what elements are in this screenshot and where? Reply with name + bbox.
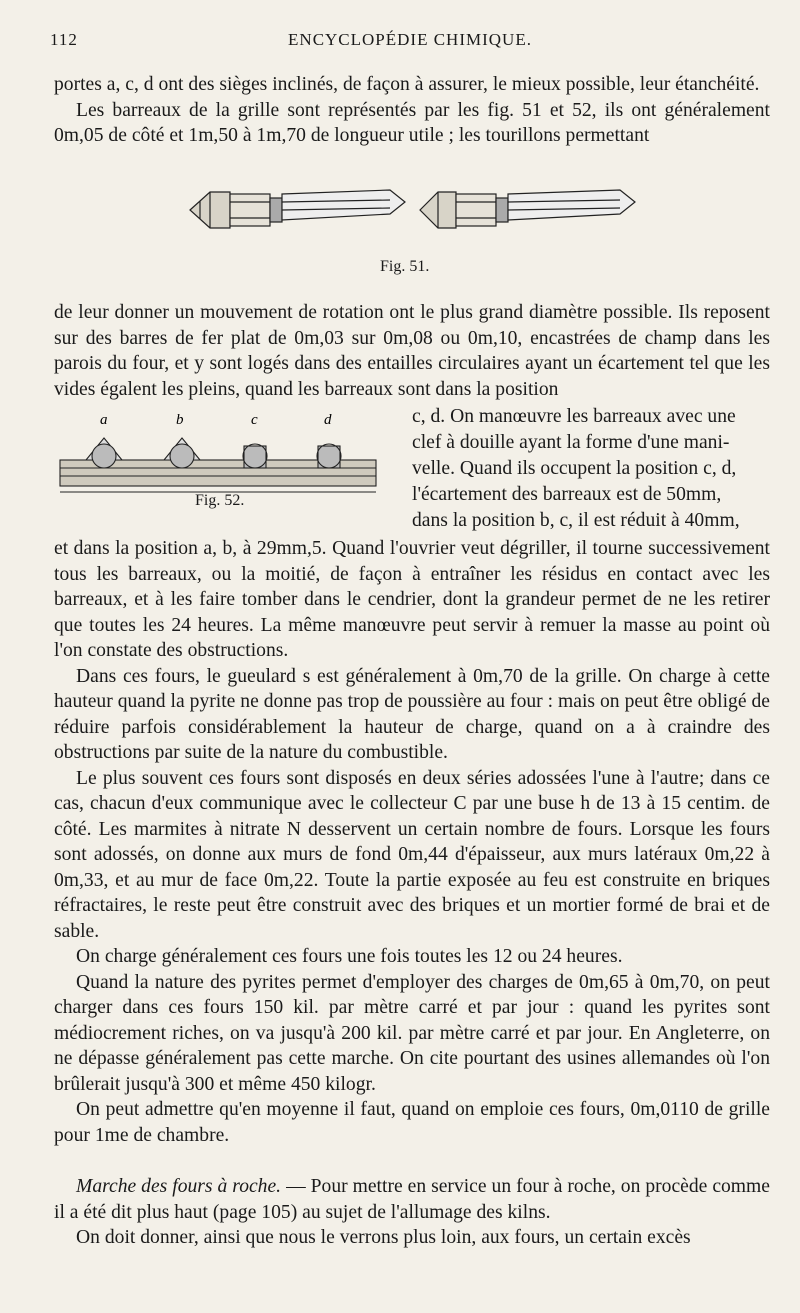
paragraph: Dans ces fours, le gueulard s est généralement à 0m,70 de la grille. On charge à cette hauteur quand la pyrite ne donne pas trop de poussière au four : mais on peut être obligé de réduire parfois considérablement la hauteur de charge, quand on a à craindre des obstructions par suite de la nature du combustible.	[54, 665, 770, 763]
running-header	[50, 30, 770, 58]
paragraph: Le plus souvent ces fours sont disposés en deux séries adossées l'une à l'autre; dans ce cas, chacun d'eux communique avec le collecteur C par une buse h de 13 à 15 centim. de côté. Les marmites à nitrate N desservent un certain nombre de fours. Lorsque les fours sont adossés, on donne aux murs de fond 0m,44 d'épaisseur, aux murs latéraux 0m,22 à 0m,33, et au mur de face 0m,22. Toute la partie exposée au feu est construite en briques réfractaires, le reste peut être construit avec des briques et un mortier formé de brai et de sable.	[54, 767, 770, 942]
figure-51-caption: Fig. 51.	[380, 258, 430, 275]
figure-51-grate-bars	[180, 180, 640, 240]
paragraph: On peut admettre qu'en moyenne il faut, quand on emploie ces fours, 0m,0110 de grille pour 1me de chambre.	[54, 1099, 770, 1146]
text-block-mid	[54, 300, 770, 402]
figure-52-caption: Fig. 52.	[195, 492, 245, 509]
paragraph: de leur donner un mouvement de rotation ont le plus grand diamètre possible. Ils reposent sur des barres de fer plat de 0m,03 sur 0m,08 ou 0m,10, encastrées de champ dans les parois du four, et y sont logés dans des entailles circulaires ayant un écartement tel que les vides égalent les pleins, quand les barreaux sont dans la position	[54, 302, 770, 400]
figure-label: c	[251, 412, 258, 428]
section-paragraph	[54, 1174, 770, 1225]
paragraph: Les barreaux de la grille sont représentés par les fig. 51 et 52, ils ont généralement 0m,05 de côté et 1m,50 à 1m,70 de longueur utile ; les tourillons permettant	[54, 99, 770, 146]
paragraph: Quand la nature des pyrites permet d'employer des charges de 0m,65 à 0m,70, on peut charger dans ces fours 150 kil. par mètre carré et par jour : quand les pyrites sont médiocrement riches, on va jusqu'à 200 kil. par mètre carré et par jour. En Angleterre, on ne dépasse généralement pas cette marche. On cite pourtant des usines allemandes où l'on brûlerait jusqu'à 300 et même 450 kilogr.	[54, 971, 770, 1095]
paragraph: On charge généralement ces fours une fois toutes les 12 ou 24 heures.	[76, 946, 623, 967]
figure-label: b	[176, 412, 184, 428]
text-line: l'écartement des barreaux est de 50mm,	[412, 484, 722, 505]
text-line: c, d. On manœuvre les barreaux avec une	[412, 406, 736, 427]
running-title: ENCYCLOPÉDIE CHIMIQUE.	[288, 30, 532, 49]
paragraph: portes a, c, d ont des sièges inclinés, de façon à assurer, le mieux possible, leur étanchéité.	[54, 74, 760, 95]
text-line: clef à douille ayant la forme d'une mani-	[412, 432, 730, 453]
wrap-text-block	[412, 404, 770, 534]
text-block-top	[54, 72, 770, 149]
section-heading: Marche des fours à roche.	[76, 1176, 282, 1197]
text-block-main	[54, 536, 770, 1251]
paragraph: et dans la position a, b, à 29mm,5. Quand l'ouvrier veut dégriller, il tourne successivement tous les barreaux, ou la moitié, de façon à entraîner les résidus en contact avec les barreaux, et à les faire tomber dans le cendrier, dont la grandeur permet de ne les retirer que toutes les 24 heures. La même manœuvre peut servir à remuer la masse au point où l'on constate des obstructions.	[54, 538, 770, 661]
text-line: dans la position b, c, il est réduit à 40mm,	[412, 510, 740, 531]
figure-label: d	[324, 412, 332, 428]
page-number: 112	[50, 30, 78, 49]
section-text: — Pour mettre en service un four à roche, on procède comme il a été dit plus haut (page 105) au sujet de l'allumage des kilns.	[54, 1176, 770, 1223]
figure-52-grate-section	[56, 408, 386, 500]
figure-label: a	[100, 412, 108, 428]
paragraph: On doit donner, ainsi que nous le verrons plus loin, aux fours, un certain excès	[76, 1227, 691, 1248]
text-line: velle. Quand ils occupent la position c, d,	[412, 458, 737, 479]
